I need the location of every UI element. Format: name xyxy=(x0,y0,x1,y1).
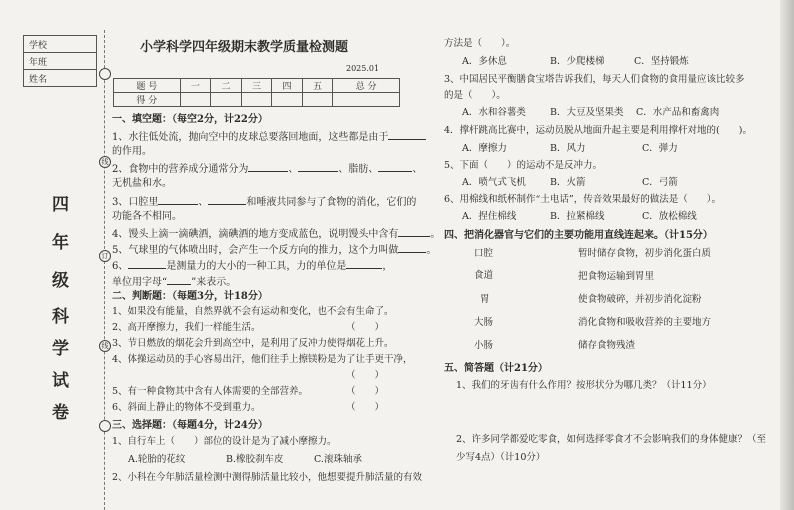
choice-q2-cont: 方法是（ ）。 xyxy=(444,38,516,49)
fill-q6-line1: 6、 是测量力的大小的一种工具，力的单位是 ， xyxy=(112,258,392,273)
choice-q3-option-c[interactable]: C．水产品和畜禽肉 xyxy=(636,107,720,118)
choice-q1-option-a[interactable]: A.轮胎的花纹 xyxy=(128,454,186,465)
score-header-cell: 总 分 xyxy=(333,79,400,93)
fill-q3-line2: 功能各不相同。 xyxy=(112,211,182,222)
judge-q5: 5、有一种食物其中含有人体需要的全部营养。 xyxy=(112,386,309,397)
student-info-table xyxy=(23,35,97,87)
fill-q2-line1: 2、食物中的营养成分通常分为 、 、脂肪、 、 xyxy=(112,161,422,176)
blank[interactable] xyxy=(167,274,191,285)
choice-q5: 5、下面（ ）的运动不是反冲力。 xyxy=(444,160,603,171)
answer-paren[interactable]: （ ） xyxy=(346,402,385,413)
function-4[interactable]: 消化食物和吸收营养的主要地方 xyxy=(578,317,712,328)
fill-q2-line2: 无机盐和水。 xyxy=(112,178,172,189)
judge-q6: 6、斜面上静止的物体不受到重力。 xyxy=(112,402,261,413)
choice-q5-option-c[interactable]: C．弓箭 xyxy=(642,177,678,188)
binding-mark-1: 线 xyxy=(99,156,111,168)
blank[interactable] xyxy=(346,258,382,269)
organ-mouth[interactable]: 口腔 xyxy=(474,248,494,259)
score-table xyxy=(113,78,400,107)
side-title-5: 学 xyxy=(52,339,69,359)
score-cell[interactable] xyxy=(241,93,272,107)
name-label: 姓名 xyxy=(24,70,97,87)
choice-q4-option-c[interactable]: C．弹力 xyxy=(642,143,678,154)
blank[interactable] xyxy=(398,242,426,253)
choice-q6: 6、用棉线和纸杯制作“土电话”，传音效果最好的做法是（ ）。 xyxy=(444,194,722,205)
choice-q1-option-c[interactable]: C.滚珠轴承 xyxy=(314,454,362,465)
choice-q4-option-b[interactable]: B．风力 xyxy=(550,143,586,154)
page-edge-shadow xyxy=(780,0,794,510)
choice-q6-option-b[interactable]: B．拉紧棉线 xyxy=(550,211,605,222)
page-title: 小学科学四年级期末教学质量检测题 xyxy=(140,40,349,55)
organ-stomach[interactable]: 胃 xyxy=(480,294,490,305)
fill-q1-line1: 1、水往低处流，抛向空中的皮球总要落回地面，这些都是由于 xyxy=(112,129,426,144)
blank[interactable] xyxy=(208,194,246,205)
score-header-cell: 一 xyxy=(180,79,211,93)
binding-hole xyxy=(99,68,111,80)
choice-q1-option-b[interactable]: B.橡胶刹车皮 xyxy=(226,454,284,465)
score-header-cell: 二 xyxy=(211,79,242,93)
function-2[interactable]: 把食物运输到胃里 xyxy=(578,271,655,282)
side-title-3: 级 xyxy=(52,271,69,291)
judge-q4: 4、体操运动员的手心容易出汗，他们往手上擦镁粉是为了让手更干净， xyxy=(112,354,413,365)
choice-q6-option-c[interactable]: C．放松棉线 xyxy=(642,211,697,222)
side-title-6: 试 xyxy=(52,371,69,391)
school-label: 学校 xyxy=(24,36,97,53)
short-answer-q2-line2: 少写4点）（计10分） xyxy=(456,452,546,463)
score-cell[interactable] xyxy=(211,93,242,107)
score-row-label: 得 分 xyxy=(114,93,181,107)
exam-date: 2025.01 xyxy=(346,64,380,73)
function-5[interactable]: 储存食物残渣 xyxy=(578,340,636,351)
judge-q1: 1、如果没有能量，自然界就不会有运动和变化，也不会有生命了。 xyxy=(112,306,394,317)
binding-hole xyxy=(99,420,111,432)
section-1-heading: 一、填空题：（每空2分，计22分） xyxy=(112,114,268,125)
side-title-7: 卷 xyxy=(52,403,69,423)
blank[interactable] xyxy=(158,194,198,205)
short-answer-q2-line1: 2、许多同学都爱吃零食，如何选择零食才不会影响我们的身体健康？（至 xyxy=(456,434,767,445)
side-title-2: 年 xyxy=(52,233,69,253)
fill-q1-line2: 的作用。 xyxy=(112,146,152,157)
score-cell[interactable] xyxy=(302,93,333,107)
section-3-heading: 三、选择题：（每题4分，计24分） xyxy=(112,420,268,431)
choice-q5-option-b[interactable]: B．火箭 xyxy=(550,177,586,188)
choice-q6-option-a[interactable]: A．捏住棉线 xyxy=(462,211,517,222)
organ-small-intestine[interactable]: 小肠 xyxy=(474,340,494,351)
fill-q3-line1: 3、口腔里 、 和唾液共同参与了食物的消化，它们的 xyxy=(112,194,416,209)
score-cell[interactable] xyxy=(180,93,211,107)
section-4-heading: 四、把消化器官与它们的主要功能用直线连起来。（计15分） xyxy=(444,230,713,241)
choice-q2: 2、小科在今年肺活量检测中测得肺活量比较小，他想要提升肺活量的有效 xyxy=(112,472,423,483)
function-3[interactable]: 使食物破碎，并初步消化淀粉 xyxy=(578,294,702,305)
choice-q3-line1: 3、中国居民平衡膳食宝塔告诉我们，每天人们食物的食用量应该比较多 xyxy=(444,74,745,85)
answer-paren[interactable]: （ ） xyxy=(346,322,385,333)
choice-q3-option-b[interactable]: B．大豆及坚果类 xyxy=(550,107,624,118)
choice-q4-option-a[interactable]: A．摩擦力 xyxy=(462,143,507,154)
organ-esophagus[interactable]: 食道 xyxy=(474,270,494,281)
choice-q2-option-b[interactable]: B．少爬楼梯 xyxy=(550,56,605,67)
binding-mark-3: 线 xyxy=(99,340,111,352)
answer-paren[interactable]: （ ） xyxy=(346,370,385,381)
choice-q2-option-c[interactable]: C．坚持锻炼 xyxy=(634,56,689,67)
short-answer-q1: 1、我们的牙齿有什么作用？按形状分为哪几类？（计11分） xyxy=(456,380,712,391)
blank[interactable] xyxy=(248,161,288,172)
blank[interactable] xyxy=(128,258,166,269)
choice-q3-option-a[interactable]: A．水和谷薯类 xyxy=(462,107,526,118)
blank[interactable] xyxy=(298,161,338,172)
score-cell[interactable] xyxy=(272,93,303,107)
section-5-heading: 五、简答题（计21分） xyxy=(444,363,548,374)
choice-q2-option-a[interactable]: A．多休息 xyxy=(462,56,507,67)
answer-paren[interactable]: （ ） xyxy=(346,386,385,397)
choice-q4: 4．撑杆跳高比赛中，运动员脱从地面升起主要是利用撑杆对地的( )。 xyxy=(444,125,752,136)
fill-q5: 5、气球里的气体喷出时，会产生一个反方向的推力，这个力叫做 。 xyxy=(112,242,436,257)
organ-large-intestine[interactable]: 大肠 xyxy=(474,317,494,328)
binding-mark-2: 订 xyxy=(99,250,111,262)
score-header-cell: 五 xyxy=(302,79,333,93)
section-2-heading: 二、判断题：（每题3分，计18分） xyxy=(112,291,268,302)
choice-q1: 1、自行车上（ ）部位的设计是为了减小摩擦力。 xyxy=(112,436,337,447)
blank[interactable] xyxy=(378,161,412,172)
score-cell[interactable] xyxy=(333,93,400,107)
judge-q3: 3、节日燃放的烟花会升到高空中，是利用了反冲力使得烟花上升。 xyxy=(112,338,394,349)
score-header-cell: 题 号 xyxy=(114,79,181,93)
function-1[interactable]: 暂时储存食物，初步消化蛋白质 xyxy=(578,248,712,259)
judge-q2: 2、高开摩擦力，我们一样能生活。 xyxy=(112,322,261,333)
score-header-cell: 三 xyxy=(241,79,272,93)
binding-line xyxy=(104,30,105,510)
side-title-4: 科 xyxy=(52,307,69,327)
grade-label: 年班 xyxy=(24,53,97,70)
choice-q5-option-a[interactable]: A．喷气式飞机 xyxy=(462,177,526,188)
choice-q3-line2: 的是（ ）。 xyxy=(444,90,506,101)
fill-q4: 4、馒头上滴一滴碘酒，滴碘酒的地方变成蓝色，说明馒头中含有 。 xyxy=(112,226,440,241)
blank[interactable] xyxy=(388,129,426,140)
score-header-cell: 四 xyxy=(272,79,303,93)
fill-q6-line2: 单位用字母“ ”来表示。 xyxy=(112,274,236,289)
blank[interactable] xyxy=(398,226,430,237)
side-title-1: 四 xyxy=(52,195,69,215)
